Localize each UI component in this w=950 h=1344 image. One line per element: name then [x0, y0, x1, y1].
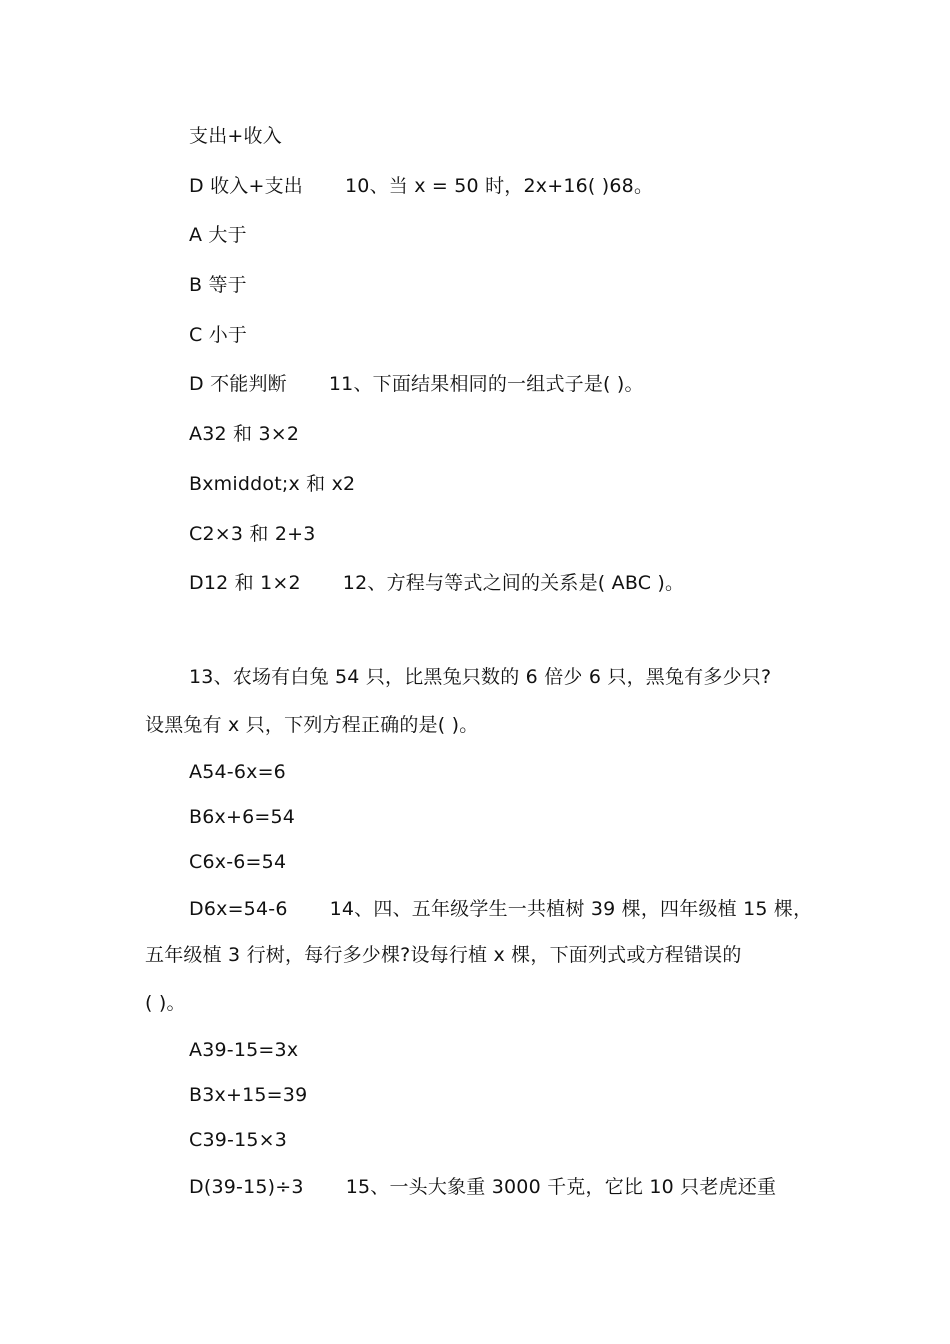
text-line: C2×3 和 2+3: [189, 523, 316, 545]
text-line: 五年级植 3 行树，每行多少棵?设每行植 x 棵，下面列式或方程错误的: [145, 944, 742, 966]
text-line: B6x+6=54: [189, 806, 296, 828]
text-line: D 不能判断 11、下面结果相同的一组式子是( )。: [189, 373, 644, 395]
text-line: D 收入+支出 10、当 x = 50 时，2x+16( )68。: [189, 175, 654, 197]
text-line: A32 和 3×2: [189, 423, 300, 445]
text-line: C 小于: [189, 324, 248, 346]
text-line: 13、农场有白兔 54 只，比黑兔只数的 6 倍少 6 只，黑兔有多少只?: [189, 666, 772, 688]
text-line: A 大于: [189, 224, 247, 246]
text-line: B3x+15=39: [189, 1084, 308, 1106]
text-line: Bxmiddot;x 和 x2: [189, 473, 356, 495]
text-line: D(39-15)÷3 15、一头大象重 3000 千克，它比 10 只老虎还重: [189, 1176, 777, 1198]
text-line: 设黑兔有 x 只，下列方程正确的是( )。: [145, 714, 479, 736]
text-line: B 等于: [189, 274, 247, 296]
text-line: ( )。: [145, 992, 186, 1014]
text-line: 支出+收入: [189, 125, 282, 147]
text-line: D6x=54-6 14、四、五年级学生一共植树 39 棵，四年级植 15 棵，: [189, 898, 813, 920]
text-line: C6x-6=54: [189, 851, 287, 873]
text-line: A54-6x=6: [189, 761, 286, 783]
text-line: C39-15×3: [189, 1129, 288, 1151]
text-line: A39-15=3x: [189, 1039, 299, 1061]
text-line: D12 和 1×2 12、方程与等式之间的关系是( ABC )。: [189, 572, 685, 594]
